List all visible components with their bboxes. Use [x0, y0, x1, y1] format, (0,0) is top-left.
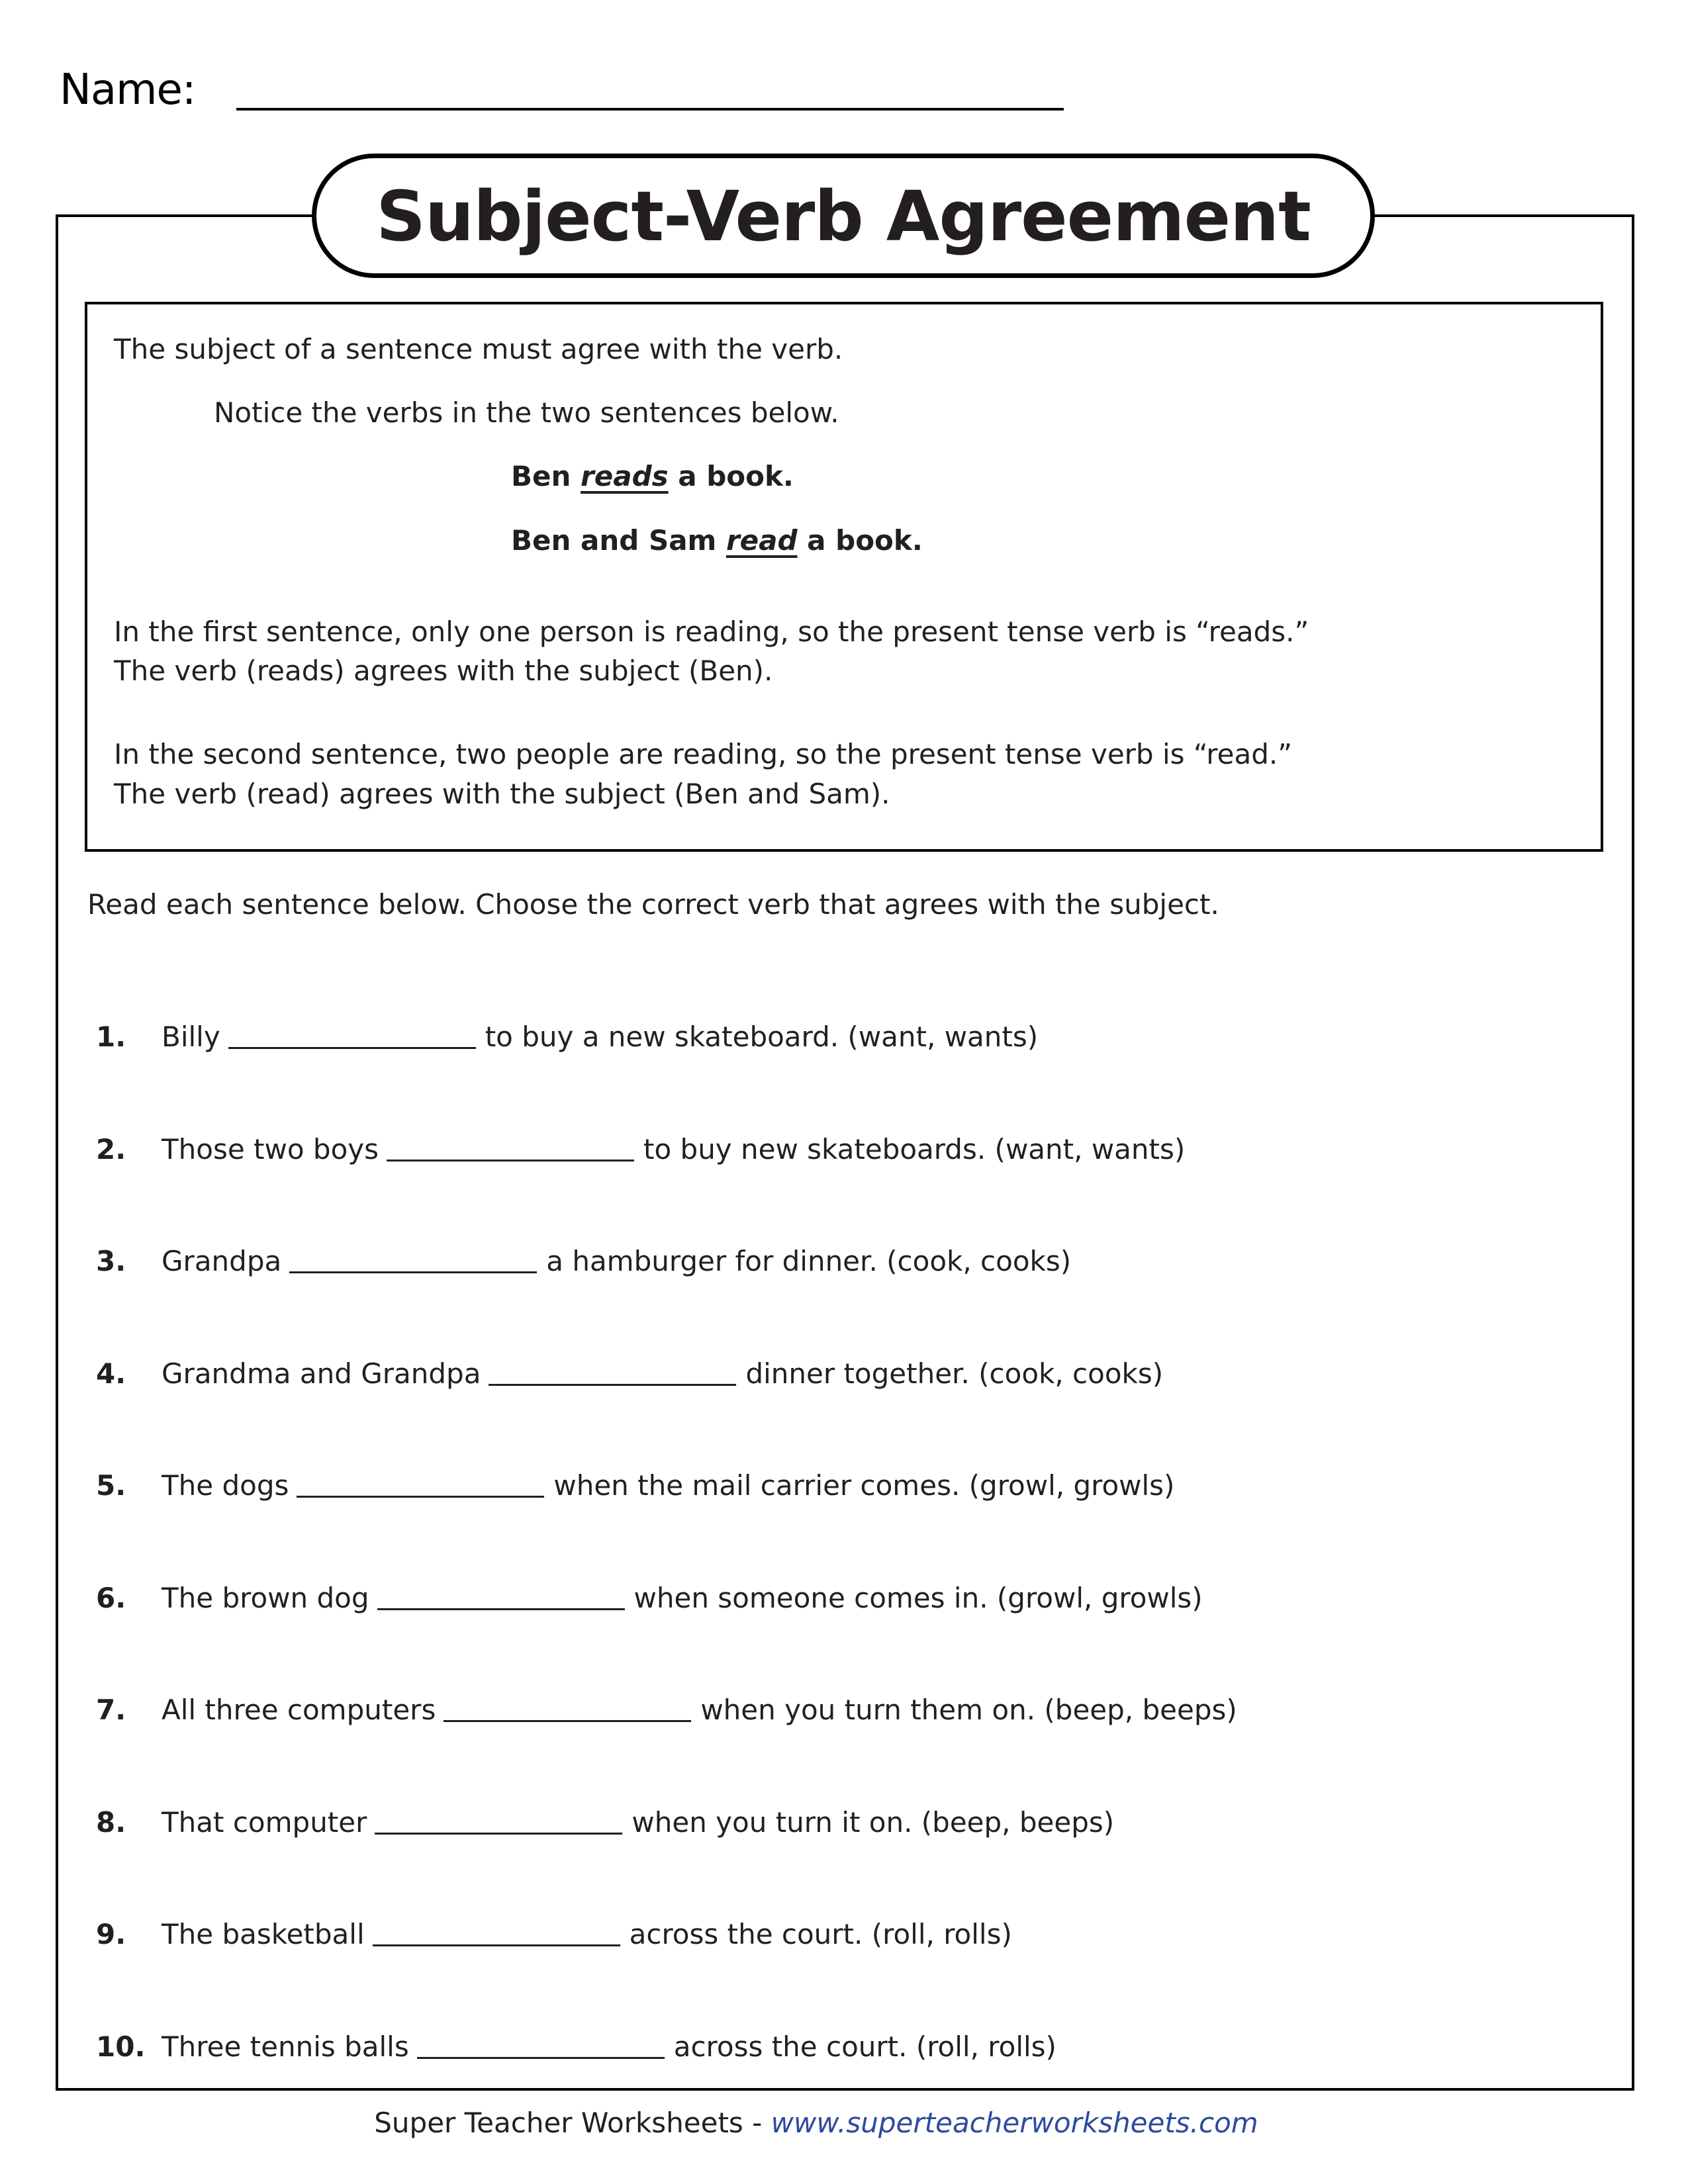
name-input-line[interactable] — [236, 108, 1064, 111]
page-title: Subject-Verb Agreement — [376, 176, 1311, 257]
question-rest: dinner together. (cook, cooks) — [745, 1357, 1164, 1390]
question-subject: The basketball — [162, 1918, 365, 1950]
question-item — [96, 1243, 1071, 1280]
answer-blank[interactable] — [375, 1833, 622, 1835]
question-rest: when someone comes in. (growl, growls) — [633, 1582, 1203, 1614]
question-number: 2. — [96, 1133, 126, 1165]
answer-blank[interactable] — [377, 1608, 625, 1610]
explanation-paragraph-2-line-2: The verb (read) agrees with the subject (Ben and Sam). — [114, 778, 890, 810]
question-number: 3. — [96, 1245, 126, 1277]
footer — [0, 2105, 1632, 2142]
title-banner — [312, 154, 1375, 278]
explanation-intro: The subject of a sentence must agree with the verb. — [114, 333, 843, 365]
answer-blank[interactable] — [444, 1720, 691, 1722]
example-subject: Ben — [511, 460, 571, 492]
question-item — [96, 1692, 1237, 1729]
answer-blank[interactable] — [387, 1160, 634, 1161]
question-item — [96, 2028, 1056, 2066]
question-subject: Three tennis balls — [162, 2030, 409, 2063]
question-subject: All three computers — [162, 1694, 436, 1726]
instructions: Read each sentence below. Choose the correct verb that agrees with the subject. — [87, 888, 1219, 921]
example-verb: read — [726, 524, 798, 557]
question-item — [96, 1580, 1203, 1617]
question-subject: Grandma and Grandpa — [162, 1357, 481, 1390]
question-subject: That computer — [162, 1806, 367, 1839]
answer-blank[interactable] — [417, 2057, 665, 2059]
footer-brand: Super Teacher Worksheets - — [374, 2107, 771, 2139]
answer-blank[interactable] — [297, 1496, 544, 1498]
question-rest: across the court. (roll, rolls) — [673, 2030, 1056, 2063]
question-number: 4. — [96, 1357, 126, 1390]
example-sentence-singular — [511, 458, 794, 495]
example-subject: Ben and Sam — [511, 524, 717, 557]
answer-blank[interactable] — [289, 1271, 537, 1273]
question-number: 9. — [96, 1918, 126, 1950]
question-rest: a hamburger for dinner. (cook, cooks) — [546, 1245, 1072, 1277]
question-number: 5. — [96, 1469, 126, 1502]
question-subject: Those two boys — [162, 1133, 379, 1165]
answer-blank[interactable] — [228, 1047, 476, 1049]
example-rest: a book. — [678, 460, 794, 492]
question-subject: Billy — [162, 1021, 220, 1053]
question-number: 1. — [96, 1021, 126, 1053]
question-number: 7. — [96, 1694, 126, 1726]
question-subject: The dogs — [162, 1469, 289, 1502]
explanation-paragraph-1-line-1: In the first sentence, only one person is reading, so the present tense verb is “reads.” — [114, 615, 1309, 648]
explanation-paragraph-1-line-2: The verb (reads) agrees with the subject (Ben). — [114, 655, 773, 687]
name-label: Name: — [60, 66, 196, 114]
answer-blank[interactable] — [489, 1384, 736, 1386]
question-rest: across the court. (roll, rolls) — [629, 1918, 1012, 1950]
question-number: 8. — [96, 1806, 126, 1839]
answer-blank[interactable] — [373, 1944, 620, 1946]
example-rest: a book. — [807, 524, 923, 557]
question-rest: to buy a new skateboard. (want, wants) — [485, 1021, 1039, 1053]
question-item — [96, 1355, 1163, 1392]
explanation-paragraph-2-line-1: In the second sentence, two people are reading, so the present tense verb is “read.” — [114, 738, 1292, 770]
question-item — [96, 1019, 1038, 1056]
question-rest: when the mail carrier comes. (growl, growls) — [553, 1469, 1175, 1502]
question-rest: when you turn it on. (beep, beeps) — [632, 1806, 1115, 1839]
example-sentence-plural — [511, 522, 923, 559]
question-subject: The brown dog — [162, 1582, 369, 1614]
footer-link[interactable]: www.superteacherworksheets.com — [771, 2107, 1258, 2139]
question-number: 10. — [96, 2030, 146, 2063]
question-number: 6. — [96, 1582, 126, 1614]
question-rest: when you turn them on. (beep, beeps) — [700, 1694, 1237, 1726]
question-rest: to buy new skateboards. (want, wants) — [643, 1133, 1186, 1165]
question-item — [96, 1467, 1174, 1504]
example-verb: reads — [581, 460, 669, 492]
question-item — [96, 1131, 1185, 1168]
question-subject: Grandpa — [162, 1245, 282, 1277]
question-item — [96, 1804, 1114, 1841]
explanation-notice: Notice the verbs in the two sentences below. — [214, 396, 839, 429]
question-item — [96, 1916, 1012, 1953]
